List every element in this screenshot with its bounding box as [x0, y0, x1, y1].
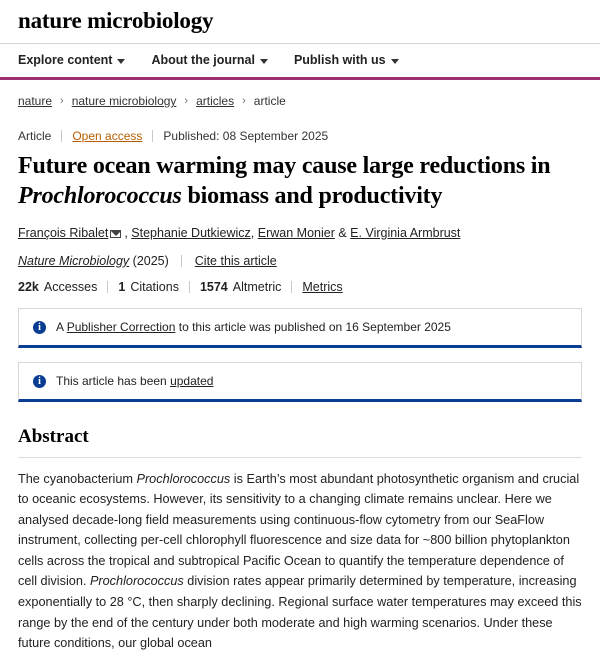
notice-1-post: to this article was published on 16 September 2025 [175, 319, 451, 334]
meta-divider [61, 130, 62, 142]
page-title [18, 152, 582, 211]
abstract-divider [18, 457, 582, 458]
main-navigation [0, 43, 600, 80]
nav-item-explore-content[interactable] [18, 53, 125, 67]
nav-label-explore-content: Explore content [18, 53, 113, 68]
publisher-correction-notice [18, 308, 582, 348]
breadcrumb-item-nature-microbiology[interactable]: nature microbiology [71, 94, 177, 109]
nav-item-about-the-journal[interactable] [151, 53, 267, 67]
abstract-part-3: division rates appear primarily determined by temperature, increasing exponentially to 28 °C, then sharply declining. Regional surface water temperatures may exceed this range by the end of the century under both moderate and high warming scenarios. Under these future conditions, our global ocean [18, 574, 582, 651]
abstract-species-2: Prochlorococcus [89, 574, 184, 589]
info-icon: i [33, 321, 46, 334]
author-separator-1: , [124, 225, 132, 240]
author-separator-2: , [250, 225, 258, 240]
metric-divider [107, 281, 108, 293]
breadcrumb-separator-icon: › [184, 95, 189, 108]
notice-1-pre: A [56, 319, 67, 334]
chevron-down-icon [117, 59, 125, 64]
breadcrumb-separator-icon: › [60, 95, 64, 108]
chevron-down-icon [260, 59, 268, 64]
title-species-name: Prochlorococcus [18, 182, 182, 209]
altmetric-count: 1574 [199, 279, 228, 294]
article-metrics [18, 280, 582, 294]
metric-divider [291, 281, 292, 293]
accesses-count: 22k [18, 279, 39, 294]
metric-divider [189, 281, 190, 293]
abstract-species-1: Prochlorococcus [136, 471, 231, 486]
citation-year: (2025) [132, 253, 169, 268]
meta-divider [152, 130, 153, 142]
abstract-heading: Abstract [18, 425, 89, 447]
breadcrumb-item-articles[interactable]: articles [196, 94, 235, 109]
info-icon: i [33, 375, 46, 388]
author-separator-3: & [334, 225, 351, 240]
abstract-part-2: is Earth’s most abundant photosynthetic organism and crucial to oceanic ecosystems. However, its sensitivity to a changing climate remains unclear. Here we analysed decade-long field measurements using continuous-flow cytometry from our SeaFlow instrument, collecting per-cell chlorophyll fluorescence and size data for ~800 billion phytoplankton cells across the tropical and subtropical Pacific Ocean to quantify the temperature dependence of cell division. [18, 471, 580, 589]
citations-label: Citations [130, 279, 179, 294]
breadcrumb-separator-icon: › [242, 95, 246, 108]
nav-item-publish-with-us[interactable] [294, 53, 399, 67]
notice-2-pre: This article has been [56, 373, 171, 388]
published-date: Published: 08 September 2025 [163, 129, 329, 144]
title-line-2-rest: biomass and productivity [181, 182, 443, 209]
journal-title[interactable]: nature microbiology [18, 8, 214, 33]
metrics-link[interactable]: Metrics [302, 279, 343, 294]
publisher-correction-link[interactable]: Publisher Correction [66, 319, 176, 334]
nav-label-about-the-journal: About the journal [151, 53, 255, 68]
article-updated-notice [18, 362, 582, 402]
journal-citation [18, 254, 582, 268]
author-e-virginia-armbrust[interactable]: E. Virginia Armbrust [350, 225, 461, 240]
breadcrumb-item-nature[interactable]: nature [18, 94, 53, 109]
cite-this-article-link[interactable]: Cite this article [194, 253, 277, 268]
article-content [0, 116, 600, 653]
title-line-1: Future ocean warming may cause large reductions in [18, 153, 551, 180]
accesses-label: Accesses [43, 279, 98, 294]
altmetric-label: Altmetric [232, 279, 282, 294]
updated-link[interactable]: updated [170, 373, 214, 388]
article-meta [18, 116, 582, 143]
author-francois-ribalet[interactable]: François Ribalet [18, 225, 109, 240]
open-access-badge[interactable]: Open access [72, 129, 143, 144]
abstract-part-1: The cyanobacterium [18, 471, 137, 486]
envelope-icon[interactable] [110, 230, 121, 238]
chevron-down-icon [391, 59, 399, 64]
publisher-correction-text [56, 320, 451, 334]
journal-name-link[interactable]: Nature Microbiology [18, 253, 130, 268]
breadcrumb [0, 80, 600, 116]
article-type-label: Article [18, 129, 52, 144]
article-updated-text [56, 374, 213, 388]
citation-divider [181, 255, 182, 267]
citations-count: 1 [118, 279, 126, 294]
author-stephanie-dutkiewicz[interactable]: Stephanie Dutkiewicz [131, 225, 251, 240]
abstract-paragraph [18, 469, 582, 654]
author-list [18, 224, 582, 243]
breadcrumb-item-article: article [253, 94, 286, 109]
nav-label-publish-with-us: Publish with us [293, 53, 386, 68]
author-erwan-monier[interactable]: Erwan Monier [257, 225, 335, 240]
masthead [0, 0, 600, 43]
